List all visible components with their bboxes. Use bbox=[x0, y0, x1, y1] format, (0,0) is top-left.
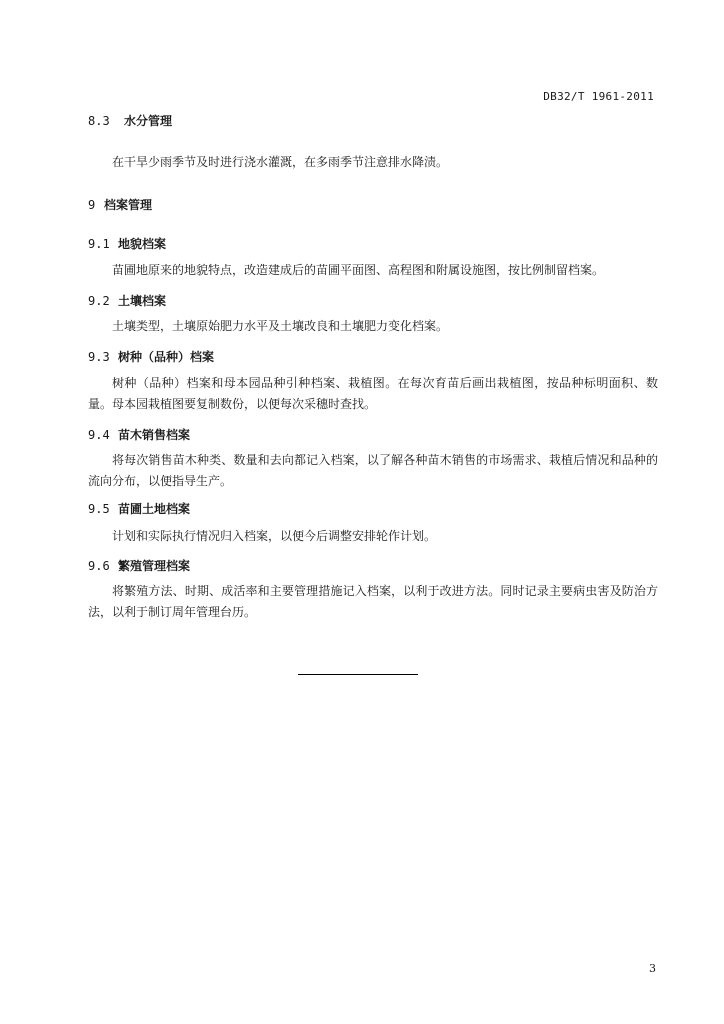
section-8-3-heading bbox=[88, 112, 172, 129]
standard-code-header: DB32/T 1961-2011 bbox=[543, 90, 654, 103]
section-9-1-paragraph: 苗圃地原来的地貌特点，改造建成后的苗圃平面图、高程图和附属设施图，按比例制留档案。 bbox=[112, 263, 605, 277]
section-title: 水分管理 bbox=[124, 114, 173, 128]
section-title: 地貌档案 bbox=[118, 237, 167, 251]
section-9-1-heading bbox=[88, 235, 166, 252]
section-number: 9.5 bbox=[88, 502, 110, 516]
section-9-6-heading bbox=[88, 557, 190, 574]
section-number: 8.3 bbox=[88, 114, 110, 128]
section-title: 档案管理 bbox=[104, 198, 153, 212]
section-9-5-heading bbox=[88, 500, 190, 517]
section-9-4-heading bbox=[88, 426, 190, 443]
section-number: 9.6 bbox=[88, 559, 110, 573]
section-number: 9.4 bbox=[88, 428, 110, 442]
section-9-2-heading bbox=[88, 292, 166, 309]
section-9-heading bbox=[88, 196, 152, 213]
section-number: 9.1 bbox=[88, 237, 110, 251]
section-9-6-paragraph: 将繁殖方法、时期、成活率和主要管理措施记入档案，以利于改进方法。同时记录主要病虫害及防治方法，以利于制订周年管理台历。 bbox=[88, 584, 658, 619]
section-title: 苗圃土地档案 bbox=[118, 502, 191, 516]
section-9-3-paragraph: 树种（品种）档案和母本园品种引种档案、栽植图。在每次育苗后画出栽植图，按品种标明面积、数量。母本园栽植图要复制数份，以便每次采穗时查找。 bbox=[88, 376, 658, 411]
section-number: 9.2 bbox=[88, 294, 110, 308]
section-title: 苗木销售档案 bbox=[118, 428, 191, 442]
section-number: 9.3 bbox=[88, 350, 110, 364]
section-9-4-paragraph: 将每次销售苗木种类、数量和去向都记入档案，以了解各种苗木销售的市场需求、栽植后情况和品种的流向分布，以便指导生产。 bbox=[88, 453, 658, 488]
section-9-3-heading bbox=[88, 348, 214, 365]
page-number: 3 bbox=[649, 962, 656, 975]
section-9-2-paragraph: 土壤类型，土壤原始肥力水平及土壤改良和土壤肥力变化档案。 bbox=[112, 319, 449, 333]
end-divider-line bbox=[298, 674, 418, 675]
section-title: 繁殖管理档案 bbox=[118, 559, 191, 573]
section-number: 9 bbox=[88, 198, 96, 212]
section-title: 树种（品种）档案 bbox=[118, 350, 215, 364]
section-9-5-paragraph: 计划和实际执行情况归入档案，以便今后调整安排轮作计划。 bbox=[112, 529, 437, 543]
section-8-3-paragraph: 在干旱少雨季节及时进行浇水灌溉，在多雨季节注意排水降渍。 bbox=[112, 155, 449, 169]
section-title: 土壤档案 bbox=[118, 294, 167, 308]
